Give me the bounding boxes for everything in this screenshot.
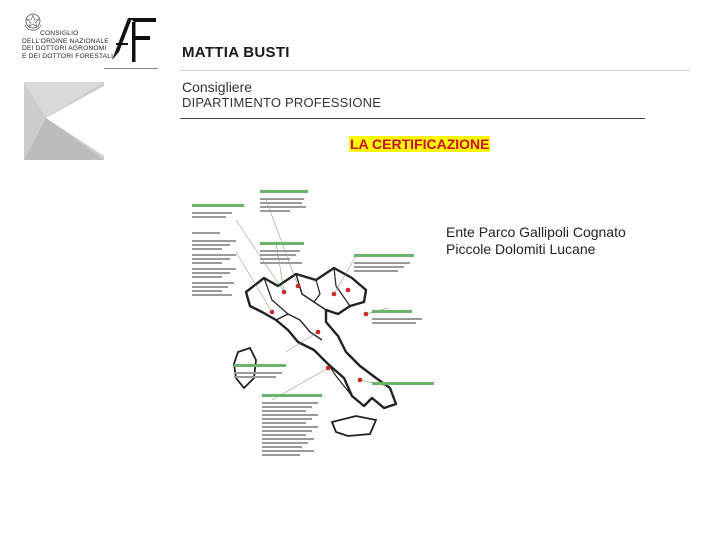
slide-title [349, 136, 490, 152]
council-line: DELL'ORDINE NAZIONALE [22, 37, 109, 45]
council-line: DEI DOTTORI AGRONOMI [22, 45, 107, 53]
italy-parks-map [176, 182, 442, 468]
body-line: Ente Parco Gallipoli Cognato [446, 224, 626, 240]
slide-title-text: LA CERTIFICAZIONE [350, 136, 490, 152]
council-line: CONSIGLIO [40, 30, 79, 37]
header-divider [180, 70, 690, 71]
chevron-left-icon [24, 82, 104, 160]
council-line: E DEI DOTTORI FORESTALI [22, 52, 114, 60]
speaker-role: Consigliere [182, 79, 253, 95]
slide-body [446, 224, 626, 258]
speaker-department: DIPARTIMENTO PROFESSIONE [182, 95, 382, 110]
af-monogram-logo [106, 14, 160, 64]
council-name [22, 30, 114, 60]
speaker-name: MATTIA BUSTI [182, 44, 290, 61]
body-line: Piccole Dolomiti Lucane [446, 241, 596, 257]
logo-rule [104, 68, 158, 69]
section-divider [180, 118, 645, 119]
